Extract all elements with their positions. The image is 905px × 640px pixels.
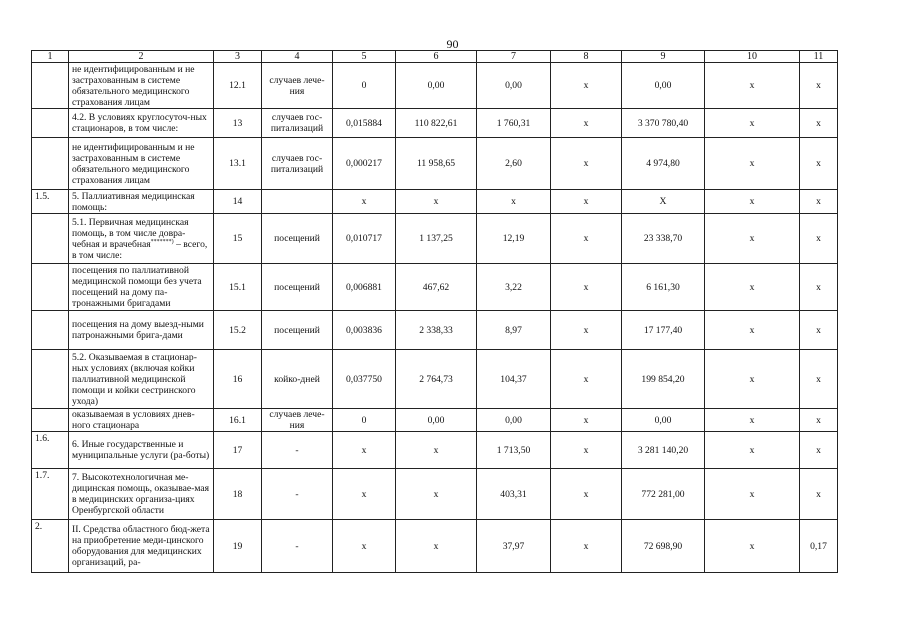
col9-cell: 0,00 [622,409,705,432]
col8-cell: х [551,63,622,109]
col11-cell: х [800,63,838,109]
row-number-cell: 1.5. [32,190,69,214]
row-number-cell [32,409,69,432]
row-name-text: посещения на дому выезд-ными патронажными брига-дами [72,319,204,341]
col6-cell: 0,00 [396,409,477,432]
col5-cell: 0 [333,63,396,109]
col8-cell: х [551,138,622,190]
header-cell: 8 [551,51,622,63]
row-name-cell [69,469,214,520]
col6-cell: 110 822,61 [396,109,477,138]
table-row [32,469,838,520]
row-name-text: 6. Иные государственные и муниципальные услуги (ра-боты) [72,439,210,461]
col6-cell: 11 958,65 [396,138,477,190]
table-row [32,432,838,469]
row-number-cell [32,264,69,311]
col7-cell: х [477,190,551,214]
col11-cell: х [800,311,838,350]
col9-cell: 17 177,40 [622,311,705,350]
col11-cell: х [800,264,838,311]
header-cell: 10 [705,51,800,63]
col5-cell: х [333,432,396,469]
row-code-cell: 17 [214,432,262,469]
row-name-text: 7. Высокотехнологичная ме-дицинская помощь, оказывае-мая в медицинских организа-циях Оренбургской области [72,472,210,516]
col6-cell: х [396,520,477,573]
row-code-cell: 12.1 [214,63,262,109]
col7-cell: 37,97 [477,520,551,573]
col8-cell: х [551,214,622,264]
col9-cell: 6 161,30 [622,264,705,311]
col6-cell: х [396,469,477,520]
row-name-tail: – всего, в том числе: [72,238,208,261]
col11-cell: х [800,409,838,432]
col7-cell: 8,97 [477,311,551,350]
row-unit-cell: посещений [262,214,333,264]
row-number-cell [32,350,69,409]
col7-cell: 104,37 [477,350,551,409]
row-code-cell: 18 [214,469,262,520]
row-number-cell: 1.7. [32,469,69,520]
row-name-cell [69,311,214,350]
row-code-cell: 16 [214,350,262,409]
row-name-text: II. Средства областного бюд-жета на приобретение меди-цинского оборудования для медицинских организаций, ра- [72,524,210,568]
col10-cell: х [705,138,800,190]
col9-cell: 0,00 [622,63,705,109]
table-row [32,264,838,311]
row-code-cell: 15.1 [214,264,262,311]
col7-cell: 2,60 [477,138,551,190]
header-cell: 3 [214,51,262,63]
row-unit-cell [262,190,333,214]
col9-cell: 4 974,80 [622,138,705,190]
financial-table [31,50,838,573]
row-number-cell [32,63,69,109]
col6-cell: 2 764,73 [396,350,477,409]
row-name-text: 5.1. Первичная медицинская помощь, в том числе довра-чебная и врачебная [72,216,189,250]
header-row [32,51,838,63]
row-name-cell [69,138,214,190]
row-unit-cell: койко-дней [262,350,333,409]
table-row [32,138,838,190]
row-number-cell: 2. [32,520,69,573]
row-code-cell: 15.2 [214,311,262,350]
col7-cell: 12,19 [477,214,551,264]
col5-cell: 0,010717 [333,214,396,264]
header-cell: 2 [69,51,214,63]
table-row [32,109,838,138]
row-unit-cell: - [262,469,333,520]
row-number-cell [32,109,69,138]
col8-cell: х [551,311,622,350]
row-name-cell [69,432,214,469]
col6-cell: 2 338,33 [396,311,477,350]
row-name-text: 4.2. В условиях круглосуточ-ных стационаров, в том числе: [72,112,207,134]
col5-cell: х [333,469,396,520]
header-cell: 11 [800,51,838,63]
col10-cell: х [705,520,800,573]
row-name-cell [69,214,214,264]
col10-cell: х [705,109,800,138]
col9-cell: 199 854,20 [622,350,705,409]
table-row [32,190,838,214]
row-unit-cell: случаев гос-питализаций [262,138,333,190]
col10-cell: х [705,311,800,350]
row-code-cell: 13.1 [214,138,262,190]
row-unit-cell: случаев гос-питализаций [262,109,333,138]
col10-cell: х [705,432,800,469]
row-code-cell: 19 [214,520,262,573]
col8-cell: х [551,469,622,520]
col8-cell: х [551,350,622,409]
col10-cell: х [705,63,800,109]
row-number-cell [32,138,69,190]
row-code-cell: 16.1 [214,409,262,432]
col5-cell: 0,000217 [333,138,396,190]
col11-cell: 0,17 [800,520,838,573]
col8-cell: х [551,432,622,469]
col10-cell: х [705,214,800,264]
col11-cell: х [800,350,838,409]
row-name-cell [69,409,214,432]
row-unit-cell: посещений [262,311,333,350]
row-name-text: посещения по паллиативной медицинской помощи без учета посещений на дому па-тронажными бригадами [72,265,202,309]
row-name-cell [69,350,214,409]
col7-cell: 1 713,50 [477,432,551,469]
table-row [32,214,838,264]
col7-cell: 3,22 [477,264,551,311]
row-unit-cell: случаев лече-ния [262,409,333,432]
header-cell: 4 [262,51,333,63]
col9-cell: 3 370 780,40 [622,109,705,138]
row-code-cell: 14 [214,190,262,214]
col9-cell: 3 281 140,20 [622,432,705,469]
col5-cell: 0,015884 [333,109,396,138]
header-cell: 6 [396,51,477,63]
col8-cell: х [551,520,622,573]
col9-cell: 72 698,90 [622,520,705,573]
row-name-text: оказываемая в условиях днев-ного стационара [72,409,195,431]
col6-cell: 467,62 [396,264,477,311]
col7-cell: 403,31 [477,469,551,520]
row-name-text: не идентифицированным и не застрахованным в системе обязательного медицинского страхования лицам [72,63,195,108]
col5-cell: х [333,520,396,573]
col9-cell: 23 338,70 [622,214,705,264]
row-name-text: 5.2. Оказываемая в стационар-ных условиях (включая койки паллиативной медицинской помощи и койки сестринского ухода) [72,351,197,407]
col8-cell: х [551,190,622,214]
col9-cell: Х [622,190,705,214]
row-name-cell [69,264,214,311]
row-unit-cell: посещений [262,264,333,311]
col10-cell: х [705,469,800,520]
col8-cell: х [551,109,622,138]
col5-cell: 0,037750 [333,350,396,409]
row-name-cell [69,190,214,214]
col7-cell: 0,00 [477,63,551,109]
row-unit-cell: случаев лече-ния [262,63,333,109]
col5-cell: 0,003836 [333,311,396,350]
table-row [32,63,838,109]
col5-cell: х [333,190,396,214]
col11-cell: х [800,190,838,214]
table-row [32,350,838,409]
col5-cell: 0 [333,409,396,432]
col5-cell: 0,006881 [333,264,396,311]
col8-cell: х [551,264,622,311]
col10-cell: х [705,264,800,311]
col11-cell: х [800,109,838,138]
row-number-cell [32,214,69,264]
table-row [32,311,838,350]
col7-cell: 1 760,31 [477,109,551,138]
col9-cell: 772 281,00 [622,469,705,520]
table-row [32,520,838,573]
table-row [32,409,838,432]
header-cell: 7 [477,51,551,63]
col10-cell: х [705,409,800,432]
col6-cell: х [396,432,477,469]
row-name-cell [69,520,214,573]
page-number: 90 [446,37,459,51]
col6-cell: 1 137,25 [396,214,477,264]
col11-cell: х [800,138,838,190]
row-number-cell: 1.6. [32,432,69,469]
col10-cell: х [705,190,800,214]
row-unit-cell: - [262,432,333,469]
row-name-cell [69,109,214,138]
row-name-text: 5. Паллиативная медицинская помощь: [72,190,195,213]
row-unit-cell: - [262,520,333,573]
col10-cell: х [705,350,800,409]
col7-cell: 0,00 [477,409,551,432]
row-name-text: не идентифицированным и не застрахованным в системе обязательного медицинского страхования лицам [72,141,195,186]
row-code-cell: 15 [214,214,262,264]
col11-cell: х [800,469,838,520]
col6-cell: 0,00 [396,63,477,109]
row-name-cell [69,63,214,109]
col11-cell: х [800,214,838,264]
col11-cell: х [800,432,838,469]
col6-cell: х [396,190,477,214]
row-number-cell [32,311,69,350]
footnote-marker: *******) [150,238,174,245]
header-cell: 5 [333,51,396,63]
row-code-cell: 13 [214,109,262,138]
header-cell: 9 [622,51,705,63]
header-cell: 1 [32,51,69,63]
col8-cell: х [551,409,622,432]
